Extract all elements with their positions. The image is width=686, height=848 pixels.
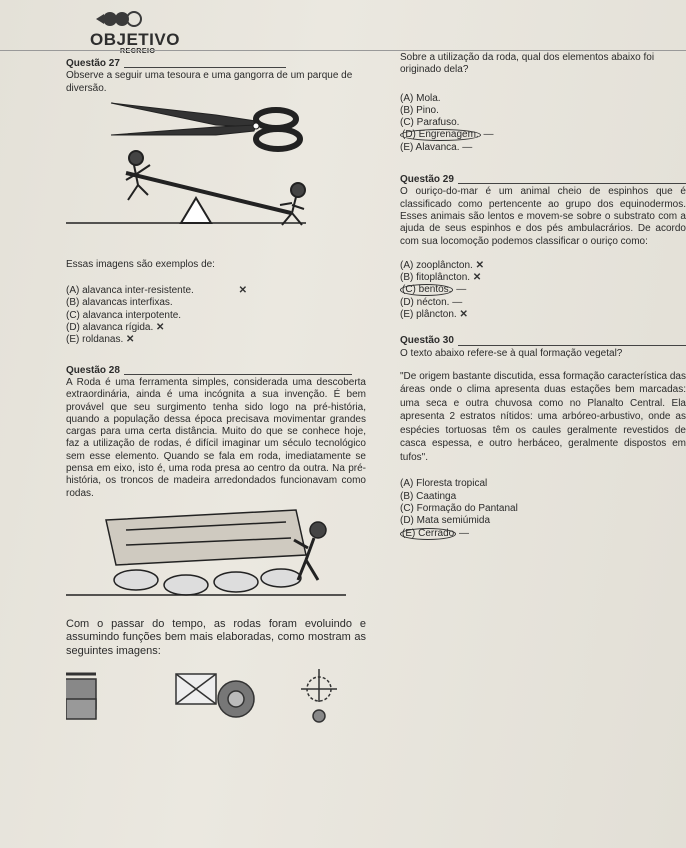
q28-wheel-images	[66, 664, 366, 724]
seesaw-icon	[66, 151, 306, 225]
q29-heading: Questão 29	[400, 174, 686, 186]
scissors-icon	[111, 103, 300, 149]
q29-text: O ouriço-do-mar é um animal cheio de espinhos que é classificado como pertencente ao grupo dos equinodermos. Esses animais são lentos e movem-se sobre o substrato com a ajuda de seus espinhos e dos pés ambulacrários. De acordo com sua locomoção podemos classificar o ouriço como:	[400, 186, 686, 247]
logo-title: OBJETIVO	[90, 30, 180, 49]
q27-illustration	[66, 95, 366, 257]
q29-option-c[interactable]: (C) bentos. —	[402, 284, 467, 296]
header-divider	[0, 50, 686, 51]
q30-option-b[interactable]: (B) Caatinga	[400, 490, 457, 502]
left-column	[66, 58, 366, 724]
scissors-seesaw-image	[66, 95, 366, 257]
q27-text: Observe a seguir uma tesoura e uma gangorra de um parque de diversão.	[66, 70, 353, 94]
gear-pulley-icon	[301, 669, 337, 722]
q-roda-option-a[interactable]: (A) Mola.	[400, 92, 441, 104]
q30-option-e[interactable]: (E) Cerrado —	[402, 527, 470, 539]
logo-subtitle: RECREIO	[120, 48, 156, 55]
q27-option-e[interactable]: (E) roldanas. ✕	[66, 334, 135, 346]
q27-stem: Essas imagens são exemplos de:	[66, 258, 215, 270]
q27-option-c[interactable]: (C) alavanca interpotente.	[66, 309, 182, 321]
q27-heading: Questão 27	[66, 58, 286, 70]
q27-option-b[interactable]: (B) alavancas interfixas.	[66, 297, 173, 309]
q27-option-a[interactable]: (A) alavanca inter-resistente. ✕	[66, 285, 248, 297]
q29-option-e[interactable]: (E) plâncton. ✕	[400, 309, 468, 321]
q30-option-a[interactable]: (A) Floresta tropical	[400, 478, 488, 490]
q-roda-stem: Sobre a utilização da roda, qual dos elementos abaixo foi originado dela?	[400, 52, 655, 76]
logs-as-wheels-image	[66, 500, 366, 618]
q29-option-d[interactable]: (D) nécton. —	[400, 296, 463, 308]
q30-option-d[interactable]: (D) Mata semiúmida	[400, 515, 491, 527]
q29-option-b[interactable]: (B) fitoplâncton. ✕	[400, 272, 482, 284]
q29-option-a[interactable]: (A) zooplâncton. ✕	[400, 259, 484, 271]
q27-option-d[interactable]: (D) alavanca rígida. ✕	[66, 322, 165, 334]
q28-illustration	[66, 500, 366, 618]
school-logo	[88, 8, 198, 55]
right-column	[400, 52, 686, 540]
logo-icon	[88, 8, 158, 30]
q-roda-option-c[interactable]: (C) Parafuso.	[400, 117, 460, 129]
q30-heading: Questão 30	[400, 335, 686, 347]
q28-heading: Questão 28	[66, 365, 352, 377]
q30-option-c[interactable]: (C) Formação do Pantanal	[400, 503, 518, 515]
q28-text: A Roda é uma ferramenta simples, considerada uma descoberta extraordinária, ainda é uma incógnita a sua invenção. É bem provável que seu surgimento tenha sido logo na pré-história, quando a população dessa época precisava movimentar grandes cargas para uma certa distância. Muito do que se conhece hoje, faz a utilização de rodas, é difícil imaginar um século tecnológico sem esse elemento. Quando se fala em roda, imediatamente se pensa em eixo, isto é, uma roda presa ao centro da outra. Na pré-história, os troncos de madeira arredondados funcionavam como rodas.	[66, 376, 366, 499]
q-roda-option-d[interactable]: (D) Engrenagem. —	[402, 129, 494, 141]
q28-text-after: Com o passar do tempo, as rodas foram evoluindo e assumindo funções bem mais elaboradas, como mostram as seguintes imagens:	[66, 617, 366, 657]
q-roda-option-e[interactable]: (E) Alavanca. —	[400, 141, 473, 153]
q30-quote: "De origem bastante discutida, essa formação característica das áreas onde o clima apresenta duas estações bem marcadas: uma seca e outra chuvosa como no Planalto Central. Ela apresenta 2 estratos nítidos: uma arbóreo-arbustivo, onde as espécies tortuosas têm os caules geralmente revestidos de casca espessa, e outro herbáceo, geralmente dispostos em tufos".	[400, 370, 686, 463]
water-well-icon	[66, 674, 96, 719]
q30-stem: O texto abaixo refere-se à qual formação vegetal?	[400, 347, 623, 359]
q-roda-option-b[interactable]: (B) Pino.	[400, 104, 439, 116]
waterwheel-icon	[176, 674, 254, 717]
